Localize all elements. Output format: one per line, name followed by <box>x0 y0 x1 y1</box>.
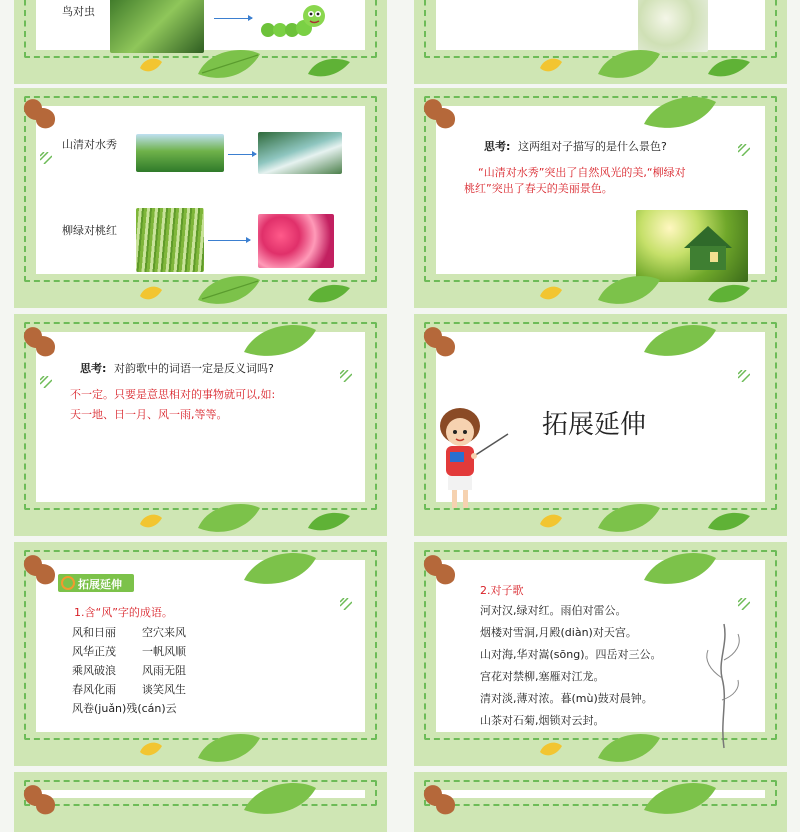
section-badge-label: 拓展延伸 <box>78 578 122 591</box>
think-label: 思考: <box>80 362 107 375</box>
leaf-icon <box>194 498 264 536</box>
slide-8[interactable] <box>414 542 787 766</box>
slide-2-content <box>436 0 765 50</box>
peanut-icon <box>420 94 464 134</box>
bird-photo <box>110 0 204 53</box>
hatch-icon <box>738 598 750 610</box>
leaf-icon <box>594 498 664 536</box>
leaf-icon <box>594 270 664 308</box>
pair-label-willow-peach: 柳绿对桃红 <box>62 224 117 237</box>
peanut-icon <box>20 322 64 362</box>
peanut-icon <box>420 780 464 820</box>
idiom-cell: 风华正茂 <box>72 645 116 658</box>
yellow-leaf-icon <box>138 740 164 758</box>
couplet-line: 烟楼对雪洞,月殿(diàn)对天宫。 <box>480 626 637 639</box>
caterpillar-icon <box>256 0 326 40</box>
yellow-leaf-icon <box>538 56 564 74</box>
leaf-icon <box>194 270 264 308</box>
hatch-icon <box>40 376 52 388</box>
pair-label-bird-insect: 鸟对虫 <box>62 5 95 18</box>
idiom-cell: 风雨无阻 <box>142 664 186 677</box>
leaf-icon <box>194 44 264 84</box>
leaf-icon <box>640 320 720 360</box>
yellow-leaf-icon <box>138 284 164 302</box>
leaf-icon <box>640 548 720 588</box>
idiom-cell: 乘风破浪 <box>72 664 116 677</box>
willow-photo <box>136 208 204 272</box>
slide-title: 拓展延伸 <box>542 410 647 440</box>
peanut-icon <box>20 780 64 820</box>
yellow-leaf-icon <box>538 740 564 758</box>
slide-4[interactable] <box>414 88 787 308</box>
arrow <box>228 154 256 155</box>
slide-9[interactable] <box>14 772 387 832</box>
slide-2[interactable] <box>414 0 787 84</box>
answer-line-2: 天一地、日一月、风一雨,等等。 <box>70 408 228 421</box>
idiom-cell: 一帆风顺 <box>142 645 186 658</box>
house-icon <box>680 222 736 272</box>
stream-photo <box>258 132 342 174</box>
leaf-icon <box>706 54 752 80</box>
think-label: 思考: <box>484 140 511 153</box>
peanut-icon <box>420 322 464 362</box>
answer-line-1: 不一定。只要是意思相对的事物就可以,如: <box>70 388 276 401</box>
couplet-line: 山对海,华对嵩(sōng)。四岳对三公。 <box>480 648 662 661</box>
arrow <box>208 240 250 241</box>
hatch-icon <box>738 144 750 156</box>
slide-7[interactable] <box>14 542 387 766</box>
couplet-heading: 2.对子歌 <box>480 584 524 597</box>
leaf-icon <box>240 548 320 588</box>
couplet-line: 宫花对禁柳,塞雁对江龙。 <box>480 670 605 683</box>
leaf-icon <box>706 508 752 534</box>
couplet-line: 山茶对石菊,烟锁对云封。 <box>480 714 605 727</box>
idiom-row <box>72 643 212 659</box>
question-text: 这两组对子描写的是什么景色? <box>518 140 667 153</box>
green-mountains-photo <box>136 134 224 172</box>
idiom-cell: 春风化雨 <box>72 683 116 696</box>
hatch-icon <box>738 370 750 382</box>
idiom-row <box>72 624 212 640</box>
couplet-line: 河对汉,绿对红。雨伯对雷公。 <box>480 604 627 617</box>
yellow-leaf-icon <box>138 512 164 530</box>
peanut-icon <box>20 94 64 134</box>
answer-line-2: 桃红”突出了春天的美丽景色。 <box>464 182 613 195</box>
answer-line-1: “山清对水秀”突出了自然风光的美,“柳绿对 <box>478 166 686 179</box>
slide-10[interactable] <box>414 772 787 832</box>
arrow <box>214 18 252 19</box>
leaf-icon <box>640 92 720 132</box>
hatch-icon <box>340 370 352 382</box>
slide-1[interactable] <box>14 0 387 84</box>
slide-5[interactable] <box>14 314 387 536</box>
idiom-cell: 风和日丽 <box>72 626 116 639</box>
lotus-badge-icon <box>60 575 76 591</box>
leaf-icon <box>706 280 752 306</box>
yellow-leaf-icon <box>138 56 164 74</box>
yellow-leaf-icon <box>538 512 564 530</box>
slide-3[interactable] <box>14 88 387 308</box>
teacher-figure <box>428 404 524 514</box>
hatch-icon <box>340 598 352 610</box>
leaf-icon <box>594 44 664 84</box>
leaf-icon <box>240 778 320 818</box>
leaf-icon <box>306 508 352 534</box>
couplet-line: 清对淡,薄对浓。暮(mù)鼓对晨钟。 <box>480 692 653 705</box>
idiom-row <box>72 662 212 678</box>
yellow-leaf-icon <box>538 284 564 302</box>
idiom-row <box>72 700 212 716</box>
idiom-row <box>72 681 212 697</box>
idiom-cell: 谈笑风生 <box>142 683 186 696</box>
leaf-icon <box>194 728 264 766</box>
peanut-icon <box>420 550 464 590</box>
hatch-icon <box>40 152 52 164</box>
question-text: 对韵歌中的词语一定是反义词吗? <box>114 362 274 375</box>
leaf-icon <box>306 54 352 80</box>
leaf-icon <box>594 728 664 766</box>
idiom-cell: 空穴来风 <box>142 626 186 639</box>
plant-sketch <box>694 620 754 750</box>
idiom-cell: 风卷(juǎn)残(cán)云 <box>72 702 177 715</box>
slide-6[interactable] <box>414 314 787 536</box>
pair-label-mountain-water: 山清对水秀 <box>62 138 117 151</box>
leaf-icon <box>306 280 352 306</box>
peach-blossom-photo <box>258 214 334 268</box>
leaf-icon <box>240 320 320 360</box>
leaf-icon <box>640 778 720 818</box>
idiom-heading: 1.含“风”字的成语。 <box>74 606 173 619</box>
